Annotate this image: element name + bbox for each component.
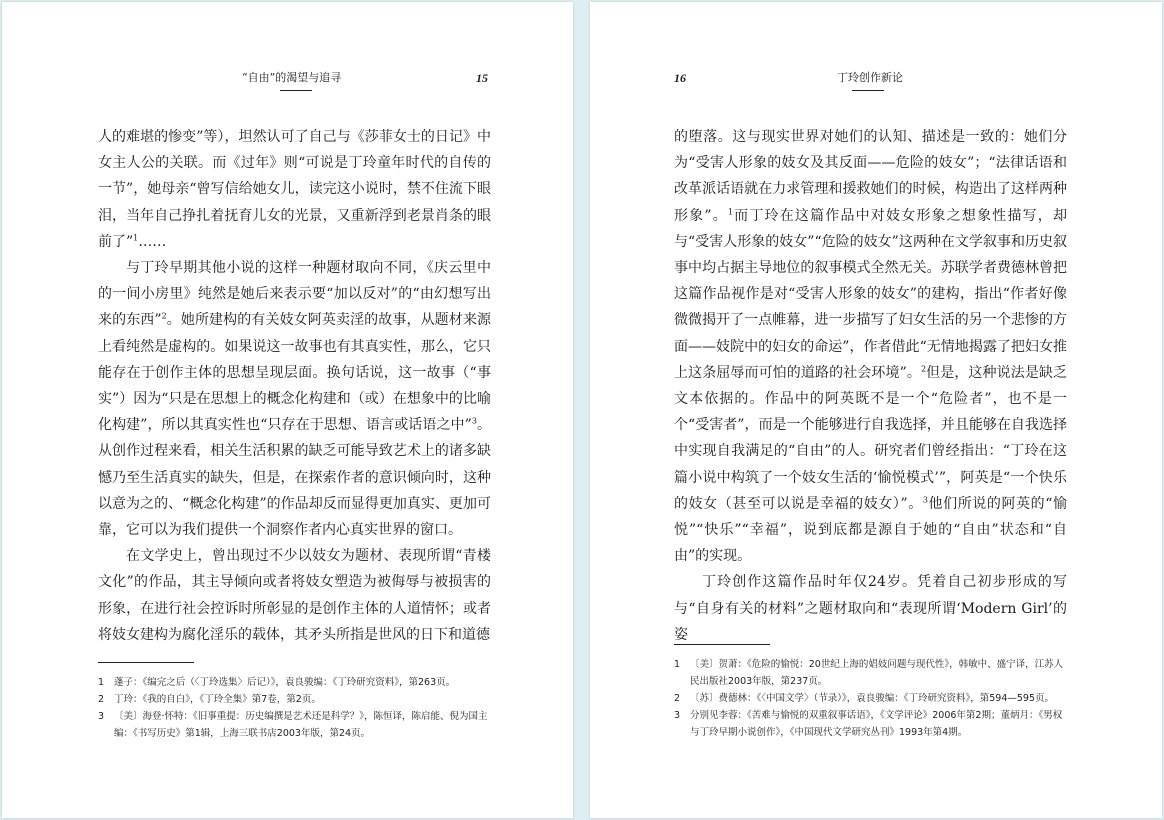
running-header-title: 丁玲创作新论 [837,71,903,84]
body-text [674,124,1067,648]
footnote-item: 2 〔苏〕费德林：《〈中国文学〉（节录）》，袁良骏编：《丁玲研究资料》，第594—595页。 [674,693,1055,704]
footnote-rule [674,644,770,645]
paragraph-1: 的堕落。这与现实世界对她们的认知、描述是一致的：她们分为“受害人形象的妓女及其反面——危险的妓女”；“法律话语和改革派话语就在力求管理和援救她们的时候，构造出了这样两种形象”。$^1$而丁玲在这篇作品中对妓女形象之想象性描写，却与“受害人形象的妓女”“危险的妓女”这两种在文学叙事和历史叙事中均占据主导地位的叙事模式全然无关。苏联学者费德林曾把这篇作品视作是对“受害人形象的妓女”的建构，指出“作者好像微微揭开了一点帷幕，进一步描写了妇女生活的另一个悲惨的方面——妓院中的妇女的命运”，作者借此“无情地揭露了把妇女推上这条屈辱而可怕的道路的社会环境”。$^2$但是，这种说法是缺乏文本依据的。作品中的阿英既不是一个“危险者”，也不是一个“受害者”，而是一个能够进行自我选择，并且能够在自我选择中实现自我满足的“自由”的人。研究者们曾经指出：“丁玲在这篇小说中构筑了一个妓女生活的‘愉悦模式’”，阿英是“一个快乐的妓女（甚至可以说是幸福的妓女）”。$^3$他们所说的阿英的“愉悦”“快乐”“幸福”，说到底都是源自于她的“自由”状态和“自由”的实现。 [674,129,1068,565]
footnote-ref[interactable]: 3 [471,416,477,426]
footnote-ref[interactable]: 1 [133,233,139,243]
footnote-item: 1 蓬子：《编完之后（〈丁玲选集〉后记）》，袁良骏编：《丁玲研究资料》，第263页。 [98,677,456,688]
footnotes [98,674,491,742]
paragraph-2: 丁玲创作这篇作品时年仅24岁。凭着自己初步形成的写与“自身有关的材料”之题材取向和“表现所谓‘Modern Girl’的姿 [674,574,1067,643]
right-page [590,2,1162,818]
paragraph-2: 与丁玲早期其他小说的这样一种题材取向不同，《庆云里中的一间小房里》纯然是她后来表示要“加以反对”的“由幻想写出来的东西”$^2$。她所建构的有关妓女阿英卖淫的故事，从题材来源上看纯然是虚构的。如果说这一故事也有其真实性，那么，它只能存在于创作主体的思想呈现层面。换句话说，这一故事（“事实”）因为“只是在思想上的概念化构建和（或）在想象中的比喻化构建”，所以其真实性也“只存在于思想、语言或话语之中”$^3$。从创作过程来看，相关生活积累的缺乏可能导致艺术上的诸多缺憾乃至生活真实的缺失，但是，在探索作者的意识倾向时，这种以意为之的、“概念化构建”的作品却反而显得更加真实、更加可靠，它可以为我们提供一个洞察作者内心真实世界的窗口。 [98,260,491,539]
footnote-rule [98,662,194,663]
page-gutter [575,0,588,820]
footnote-ref[interactable]: 1 [727,206,733,216]
footnote-item: 2 丁玲：《我的自白》，《丁玲全集》第7卷，第2页。 [98,694,321,705]
body-text [98,124,491,648]
footnotes [674,656,1067,741]
page-number: 15 [476,71,488,85]
running-header-title: “自由”的渴望与追寻 [242,71,342,84]
footnote-ref[interactable]: 2 [920,364,927,374]
footnote-item: 3 〔美〕海登·怀特：《旧事重提：历史编撰是艺术还是科学？》，陈恒译，陈启能、倪为国主编：《书写历史》第1辑，上海三联书店2003年版，第24页。 [98,711,488,739]
footnote-ref[interactable]: 2 [161,311,167,321]
header-rule [852,90,884,91]
paragraph-3: 在文学史上，曾出现过不少以妓女为题材、表现所谓“青楼文化”的作品，其主导倾向或者将妓女塑造为被侮辱与被损害的形象，在进行社会控诉时所彰显的是创作主体的人道情怀；或者将妓女建构为腐化淫乐的载体，其矛头所指是世风的日下和道德 [98,548,491,643]
left-page [2,2,573,818]
footnote-item: 1 〔美〕贺萧：《危险的愉悦：20世纪上海的娼妓问题与现代性》，韩敏中、盛宁译，江苏人民出版社2003年版，第237页。 [674,659,1064,687]
footnote-item: 3 分别见李蓉：《苦难与愉悦的双重叙事话语》，《文学评论》2006年第2期；董炳月：《男权与丁玲早期小说创作》，《中国现代文学研究丛刊》1993年第4期。 [674,710,1063,738]
page-number: 16 [674,71,686,85]
header-rule [280,90,312,91]
paragraph-1: 人的难堪的惨变”等），坦然认可了自己与《莎菲女士的日记》中女主人公的关联。而《过年》则“可说是丁玲童年时代的自传的一节”，她母亲“曾写信给她女儿，读完这小说时，禁不住流下眼泪，当年自己挣扎着抚育儿女的光景，又重新浮到老景肖条的眼前了”$^1$…… [98,129,491,250]
footnote-ref[interactable]: 3 [922,495,928,505]
